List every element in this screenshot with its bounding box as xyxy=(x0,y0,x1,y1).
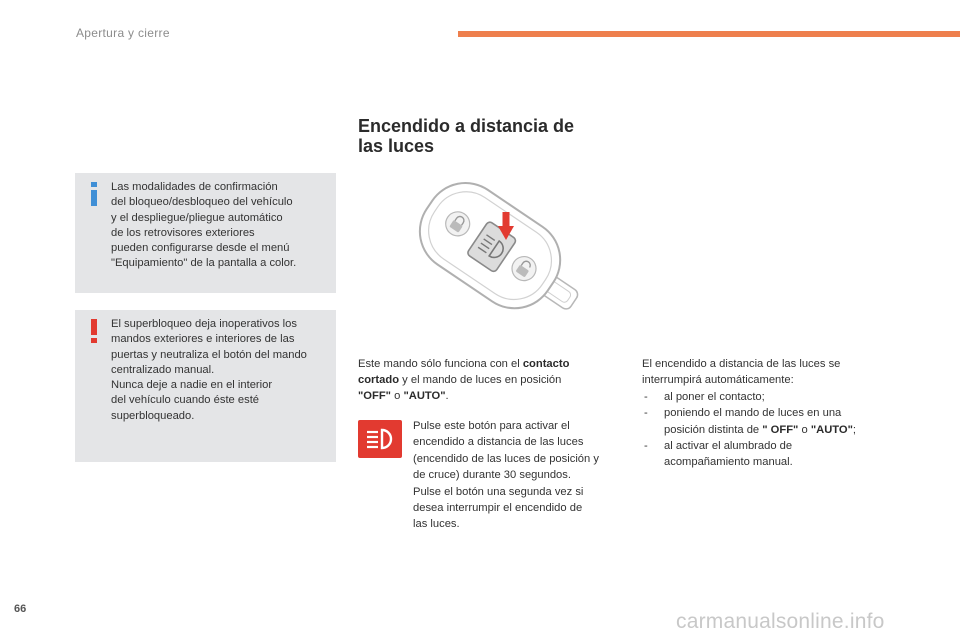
list-item xyxy=(642,405,892,438)
warning-line: puertas y neutraliza el botón del mando xyxy=(111,348,307,361)
info-text xyxy=(111,180,329,272)
chapter-title: Apertura y cierre xyxy=(76,26,170,40)
auto-stop-text xyxy=(642,356,892,471)
list-text: poniendo el mando de luces en una xyxy=(664,407,842,420)
desc-line: desea interrumpir el encendido de xyxy=(413,502,583,515)
section-title-line: las luces xyxy=(358,136,435,156)
info-line: Las modalidades de confirmación xyxy=(111,181,278,193)
warning-line: mandos exteriores e interiores de las xyxy=(111,333,295,346)
list-dash: - xyxy=(644,440,648,453)
section-title xyxy=(358,116,618,156)
bold-term: contacto xyxy=(522,358,570,370)
info-icon xyxy=(87,181,101,207)
info-line: "Equipamiento" de la pantalla a color. xyxy=(111,257,297,270)
text-fragment: . xyxy=(445,390,449,402)
list-text: ; xyxy=(852,423,857,436)
watermark: carmanualsonline.info xyxy=(676,610,885,633)
text-fragment: y el mando de luces en posición xyxy=(399,374,562,386)
warning-line: del vehículo cuando éste esté xyxy=(111,394,260,407)
warning-line: superbloqueado. xyxy=(111,409,195,422)
warning-line: El superbloqueo deja inoperativos los xyxy=(111,318,297,330)
info-line: de los retrovisores exteriores xyxy=(111,226,255,239)
list-dash: - xyxy=(644,407,648,420)
desc-line: Pulse este botón para activar el xyxy=(413,420,570,432)
button-description xyxy=(413,418,623,533)
header-accent-bar xyxy=(458,31,960,37)
list-text: o xyxy=(798,423,811,436)
list-text: al poner el contacto; xyxy=(664,390,765,403)
info-box xyxy=(75,173,336,293)
exclamation-icon xyxy=(87,318,101,344)
page-number: 66 xyxy=(14,603,27,615)
usage-condition-text xyxy=(358,356,620,404)
warning-box xyxy=(75,310,336,462)
desc-line: de cruce) durante 30 segundos. xyxy=(413,469,571,482)
section-title-line: Encendido a distancia de xyxy=(358,116,575,136)
bold-term: "OFF" xyxy=(358,390,391,402)
key-fob-illustration xyxy=(410,182,580,317)
headlight-icon xyxy=(358,420,402,458)
list-dash: - xyxy=(644,390,648,403)
text-fragment: Este mando sólo funciona con el xyxy=(358,358,523,370)
list-text: posición distinta de xyxy=(664,423,763,436)
list-item xyxy=(642,438,892,471)
bold-term: "AUTO" xyxy=(810,423,853,436)
text-fragment: o xyxy=(390,390,404,402)
list-text: acompañamiento manual. xyxy=(664,456,793,469)
warning-line: Nunca deje a nadie en el interior xyxy=(111,379,273,392)
bold-term: " OFF" xyxy=(762,423,799,436)
warning-line: centralizado manual. xyxy=(111,363,215,376)
list-text: al activar el alumbrado de xyxy=(664,440,793,453)
warning-text xyxy=(111,317,329,424)
bold-term: cortado xyxy=(358,374,400,386)
intro-line: El encendido a distancia de las luces se xyxy=(642,358,841,370)
desc-line: (encendido de las luces de posición y xyxy=(413,452,599,465)
desc-line: Pulse el botón una segunda vez si xyxy=(413,485,584,498)
intro-line: interrumpirá automáticamente: xyxy=(642,374,794,387)
list-item xyxy=(642,389,892,405)
info-line: y el despliegue/pliegue automático xyxy=(111,211,283,224)
headlight-button-icon xyxy=(358,420,402,458)
desc-line: encendido a distancia de las luces xyxy=(413,436,584,449)
info-line: pueden configurarse desde el menú xyxy=(111,242,290,255)
bold-term: "AUTO" xyxy=(403,390,446,402)
info-line: del bloqueo/desbloqueo del vehículo xyxy=(111,196,293,209)
condition-list xyxy=(642,389,892,471)
desc-line: las luces. xyxy=(413,518,460,531)
